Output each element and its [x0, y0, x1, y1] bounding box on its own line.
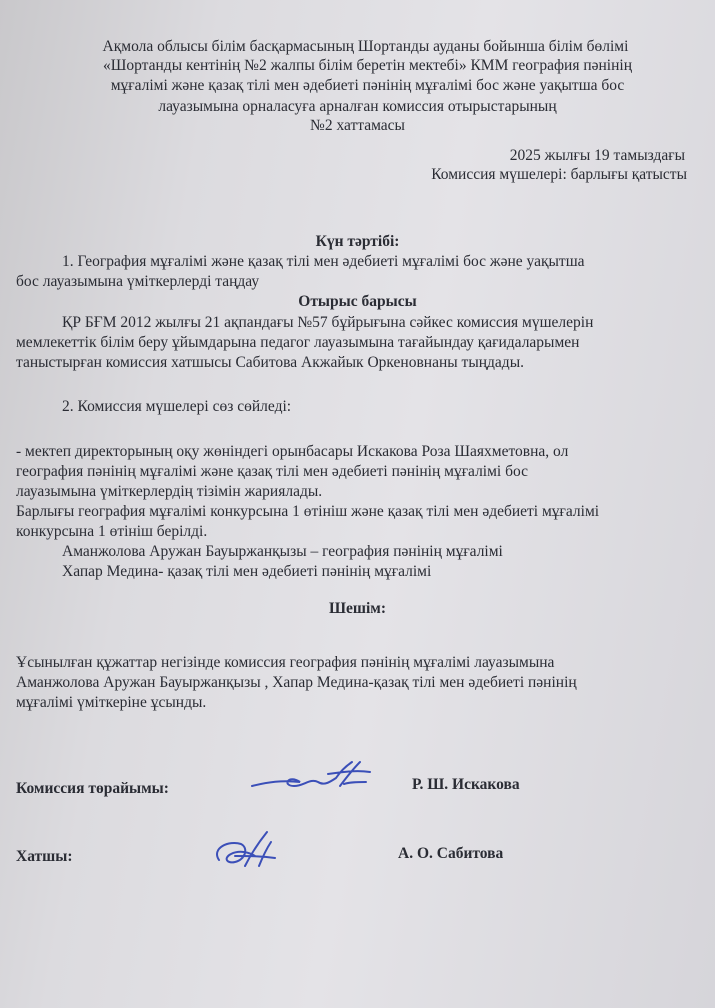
meeting-date: 2025 жылғы 19 тамыздағы: [509, 147, 685, 164]
decision-line-1: Ұсынылған құжаттар негізінде комиссия география пәнінің мұғалімі лауазымына: [16, 654, 555, 671]
chair-signature: [248, 752, 378, 798]
header-line-3: мұғалімі және қазақ тілі мен әдебиеті пәнінің мұғалімі бос және уақытша бос: [110, 77, 625, 94]
decision-title: Шешім:: [328, 600, 386, 617]
members-attendance: Комиссия мүшелері: барлығы қатысты: [431, 166, 687, 183]
header-line-2: «Шортанды кентінің №2 жалпы білім беретін мектебі» КММ география пәнінің: [102, 57, 633, 74]
agenda-item-2: 2. Комиссия мүшелері сөз сөйледі:: [62, 398, 292, 415]
progress-p1-line-2: мемлекеттік білім беру ұйымдарына педагог лауазымына тағайындау қағидаларымен: [16, 334, 580, 351]
progress-p1-line-3: таныстырған комиссия хатшысы Сабитова Акжайык Оркеновнаны тыңдады.: [16, 354, 524, 371]
secretary-label: Хатшы:: [16, 848, 73, 865]
progress-p1-line-1: ҚР БҒМ 2012 жылғы 21 ақпандағы №57 бұйрығына сәйкес комиссия мүшелерін: [62, 314, 594, 331]
decision-line-2: Аманжолова Аружан Бауыржанқызы , Хапар Медина-қазақ тілі мен әдебиеті пәнінің: [16, 674, 577, 691]
secretary-name: А. О. Сабитова: [398, 845, 504, 862]
agenda-title: Күн тәртібі:: [315, 233, 400, 250]
chair-name: Р. Ш. Искакова: [412, 776, 520, 793]
header-line-1: Ақмола облысы білім басқармасының Шортанды ауданы бойынша білім бөлімі: [102, 38, 629, 55]
candidate-2: Хапар Медина- қазақ тілі мен әдебиеті пәнінің мұғалімі: [62, 563, 432, 580]
agenda-item-1-line-2: бос лауазымына үміткерлерді таңдау: [16, 273, 260, 290]
progress-p2-line-2: география пәнінің мұғалімі және қазақ тілі мен әдебиеті пәнінің мұғалімі бос: [16, 463, 529, 480]
candidate-1: Аманжолова Аружан Бауыржанқызы – география пәнінің мұғалімі: [62, 543, 503, 560]
secretary-signature: [205, 826, 285, 876]
progress-title: Отырыс барысы: [298, 293, 417, 310]
progress-p3-line-2: конкурсына 1 өтініш берілді.: [16, 523, 208, 540]
decision-line-3: мұғалімі үміткеріне ұсынды.: [16, 694, 207, 711]
protocol-number: №2 хаттамасы: [310, 117, 405, 134]
progress-p2-line-3: лауазымына үміткерлердің тізімін жариялады.: [16, 483, 323, 500]
agenda-item-1-line-1: 1. География мұғалімі және қазақ тілі мен әдебиеті мұғалімі бос және уақытша: [62, 253, 585, 270]
header-line-4: лауазымына орналасуға арналған комиссия отырыстарының: [158, 98, 557, 115]
progress-p3-line-1: Барлығы география мұғалімі конкурсына 1 өтініш және қазақ тілі мен әдебиеті мұғалімі: [16, 503, 600, 520]
progress-p2-line-1: - мектеп директорының оқу жөніндегі орынбасары Искакова Роза Шаяхметовна, ол: [16, 443, 569, 460]
chair-label: Комиссия төрайымы:: [16, 780, 169, 797]
